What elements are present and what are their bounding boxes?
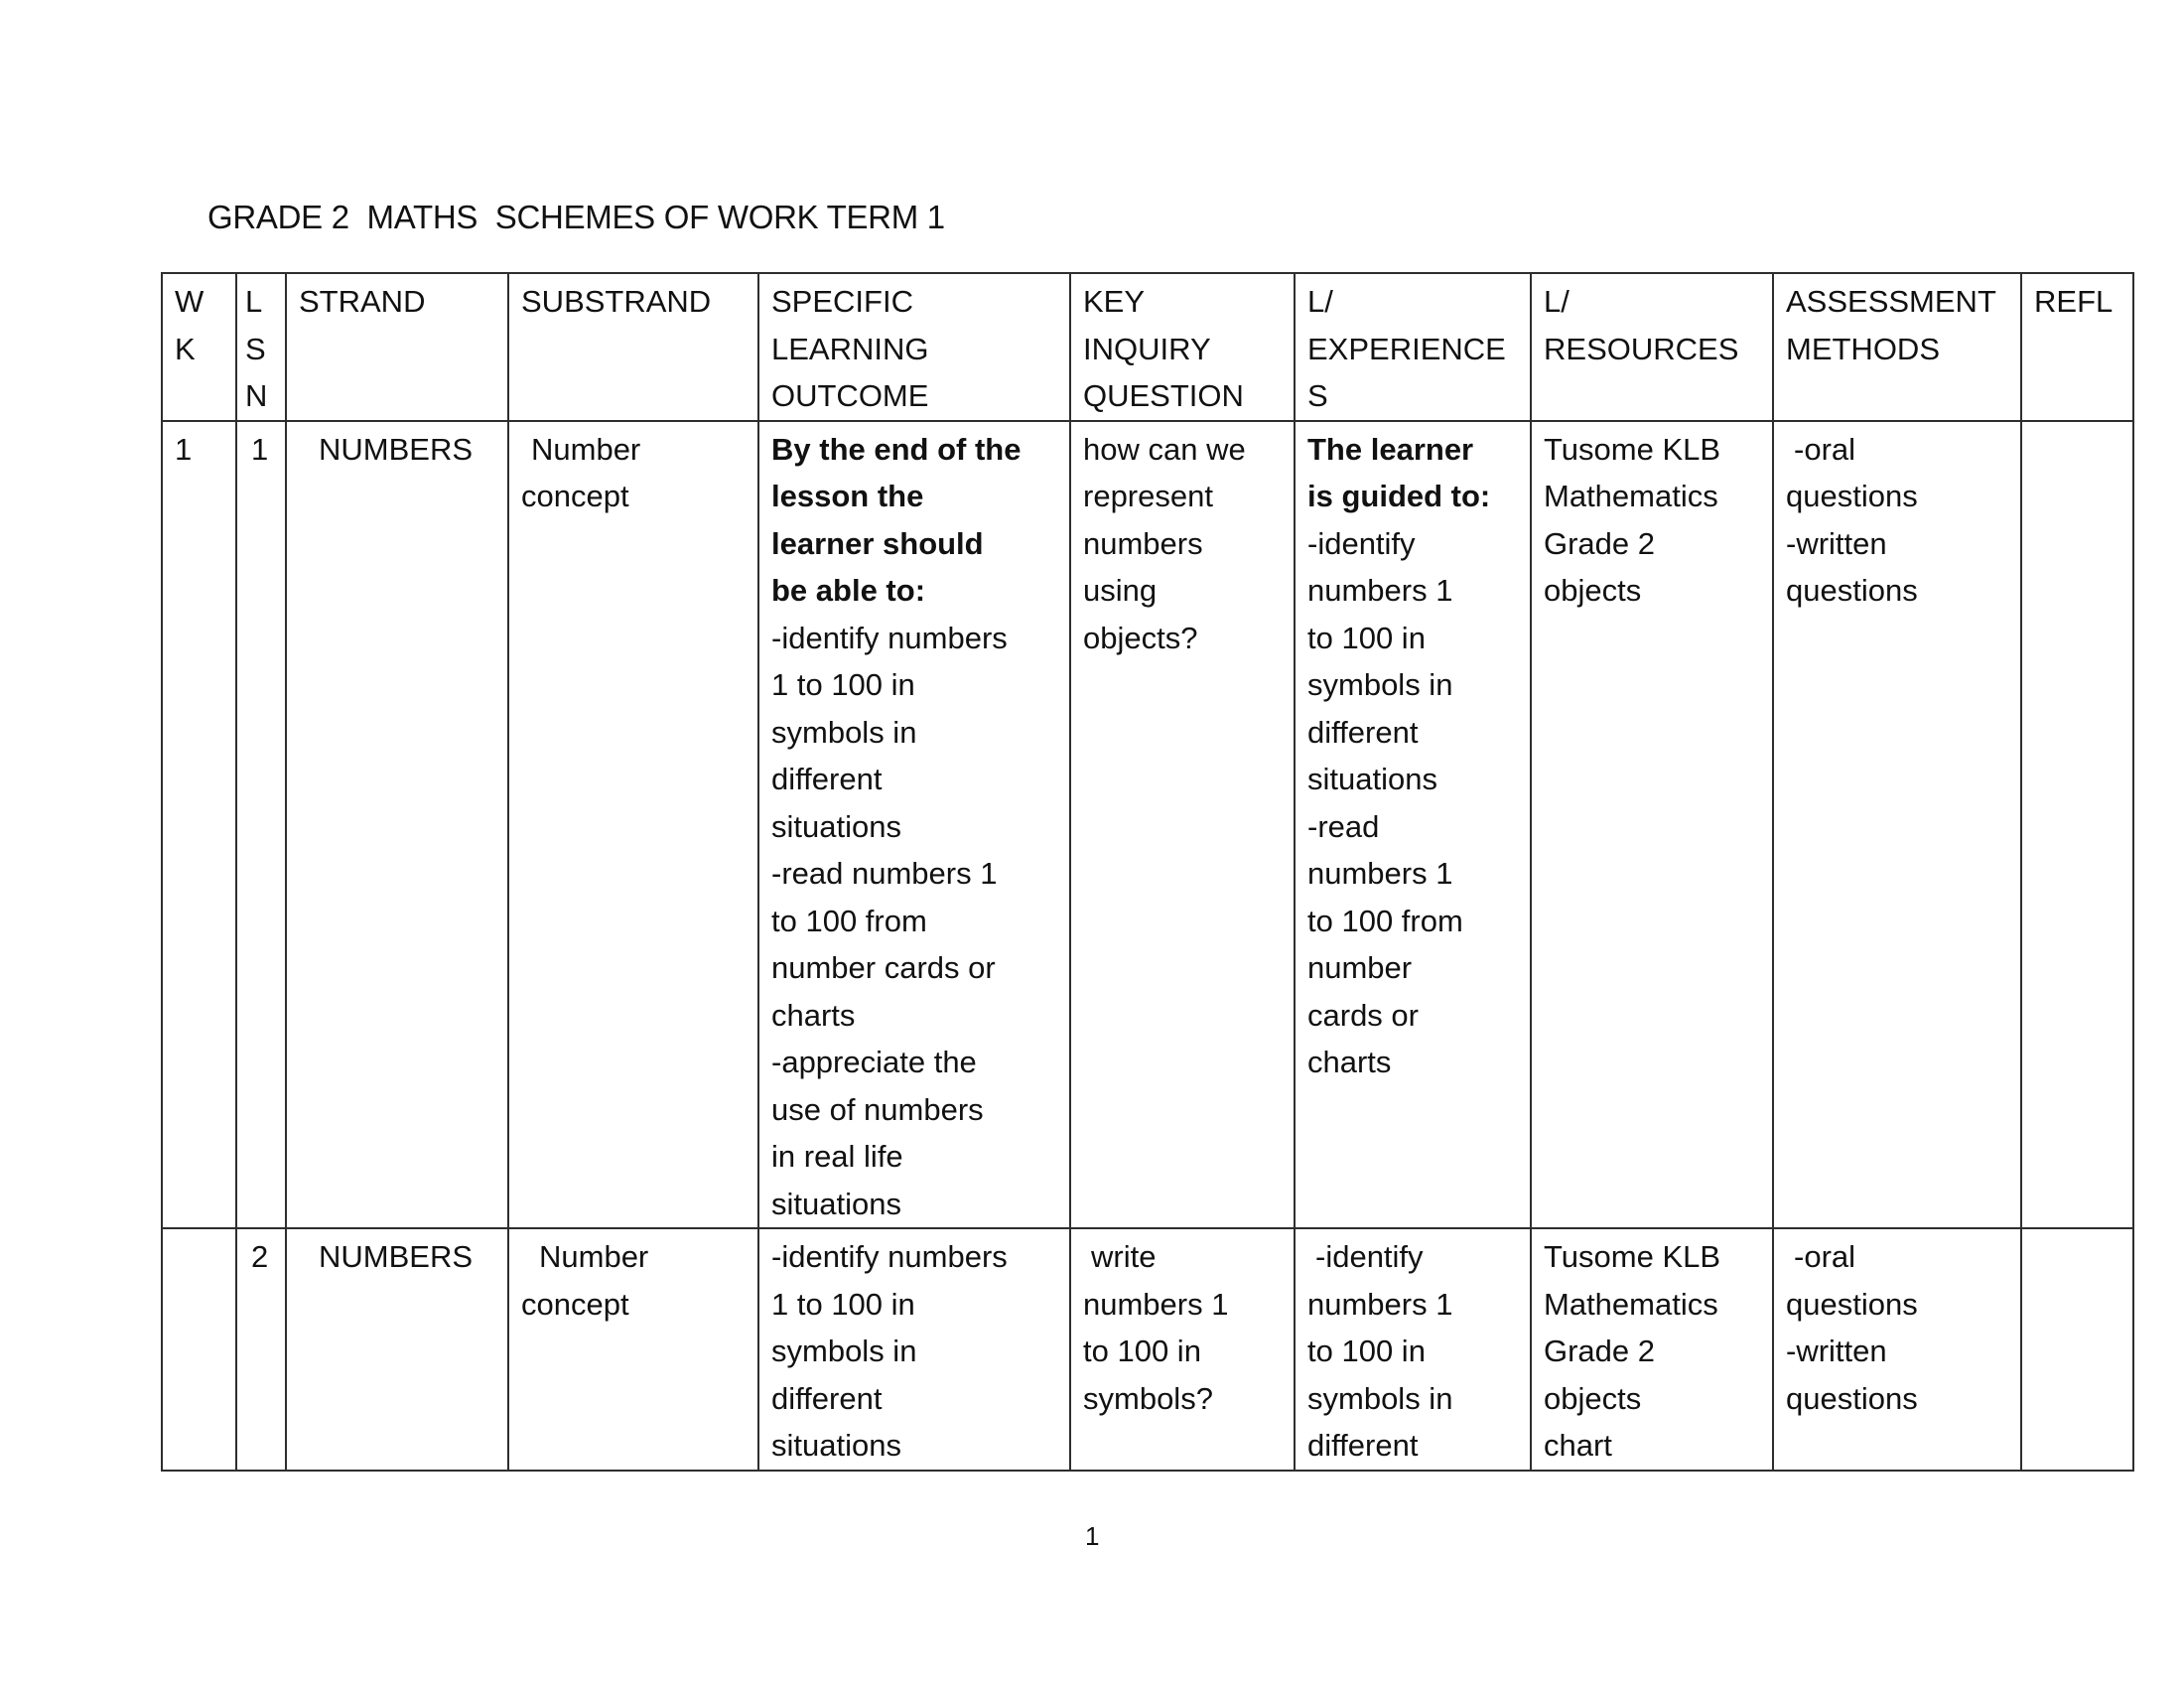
cell-inquiry-question: how can we represent numbers using objects? [1070, 421, 1295, 1229]
scheme-of-work-table [161, 272, 2134, 1472]
cell-lsn: 2 [236, 1228, 286, 1471]
cell-learning-outcome: By the end of the lesson the learner should be able to: -identify numbers 1 to 100 in symbols in different situations -read numbers 1 to 100 from number cards or charts -appreciate the use of numbers in real life situations [758, 421, 1070, 1229]
header-learning-resources: L/ RESOURCES [1531, 273, 1773, 421]
table-row [162, 421, 2133, 1229]
document-title: GRADE 2 MATHS SCHEMES OF WORK TERM 1 [207, 199, 945, 235]
table-row [162, 1228, 2133, 1471]
cell-reflection[interactable] [2021, 421, 2133, 1229]
cell-learning-resources: Tusome KLB Mathematics Grade 2 objects [1531, 421, 1773, 1229]
cell-wk: 1 [162, 421, 236, 1229]
cell-learning-experiences: The learner is guided to: -identify numbers 1 to 100 in symbols in different situations -read numbers 1 to 100 from number cards or charts [1295, 421, 1531, 1229]
cell-learning-resources: Tusome KLB Mathematics Grade 2 objects chart [1531, 1228, 1773, 1471]
cell-learning-experiences: -identify numbers 1 to 100 in symbols in different [1295, 1228, 1531, 1471]
header-substrand: SUBSTRAND [508, 273, 758, 421]
cell-substrand: Number concept [508, 421, 758, 1229]
cell-assessment-methods: -oral questions -written questions [1773, 1228, 2021, 1471]
header-learning-experiences: L/ EXPERIENCE S [1295, 273, 1531, 421]
cell-lsn: 1 [236, 421, 286, 1229]
header-key-inquiry-question: KEY INQUIRY QUESTION [1070, 273, 1295, 421]
cell-assessment-methods: -oral questions -written questions [1773, 421, 2021, 1229]
header-wk: W K [162, 273, 236, 421]
header-strand: STRAND [286, 273, 508, 421]
header-assessment-methods: ASSESSMENT METHODS [1773, 273, 2021, 421]
cell-substrand: Number concept [508, 1228, 758, 1471]
cell-learning-outcome: -identify numbers 1 to 100 in symbols in different situations [758, 1228, 1070, 1471]
page-number: 1 [1085, 1521, 1100, 1551]
header-lsn: L S N [236, 273, 286, 421]
cell-strand: NUMBERS [286, 1228, 508, 1471]
cell-strand: NUMBERS [286, 421, 508, 1229]
cell-inquiry-question: write numbers 1 to 100 in symbols? [1070, 1228, 1295, 1471]
table-header-row [162, 273, 2133, 421]
cell-wk [162, 1228, 236, 1471]
header-specific-learning-outcome: SPECIFIC LEARNING OUTCOME [758, 273, 1070, 421]
header-reflection: REFL [2021, 273, 2133, 421]
cell-reflection[interactable] [2021, 1228, 2133, 1471]
